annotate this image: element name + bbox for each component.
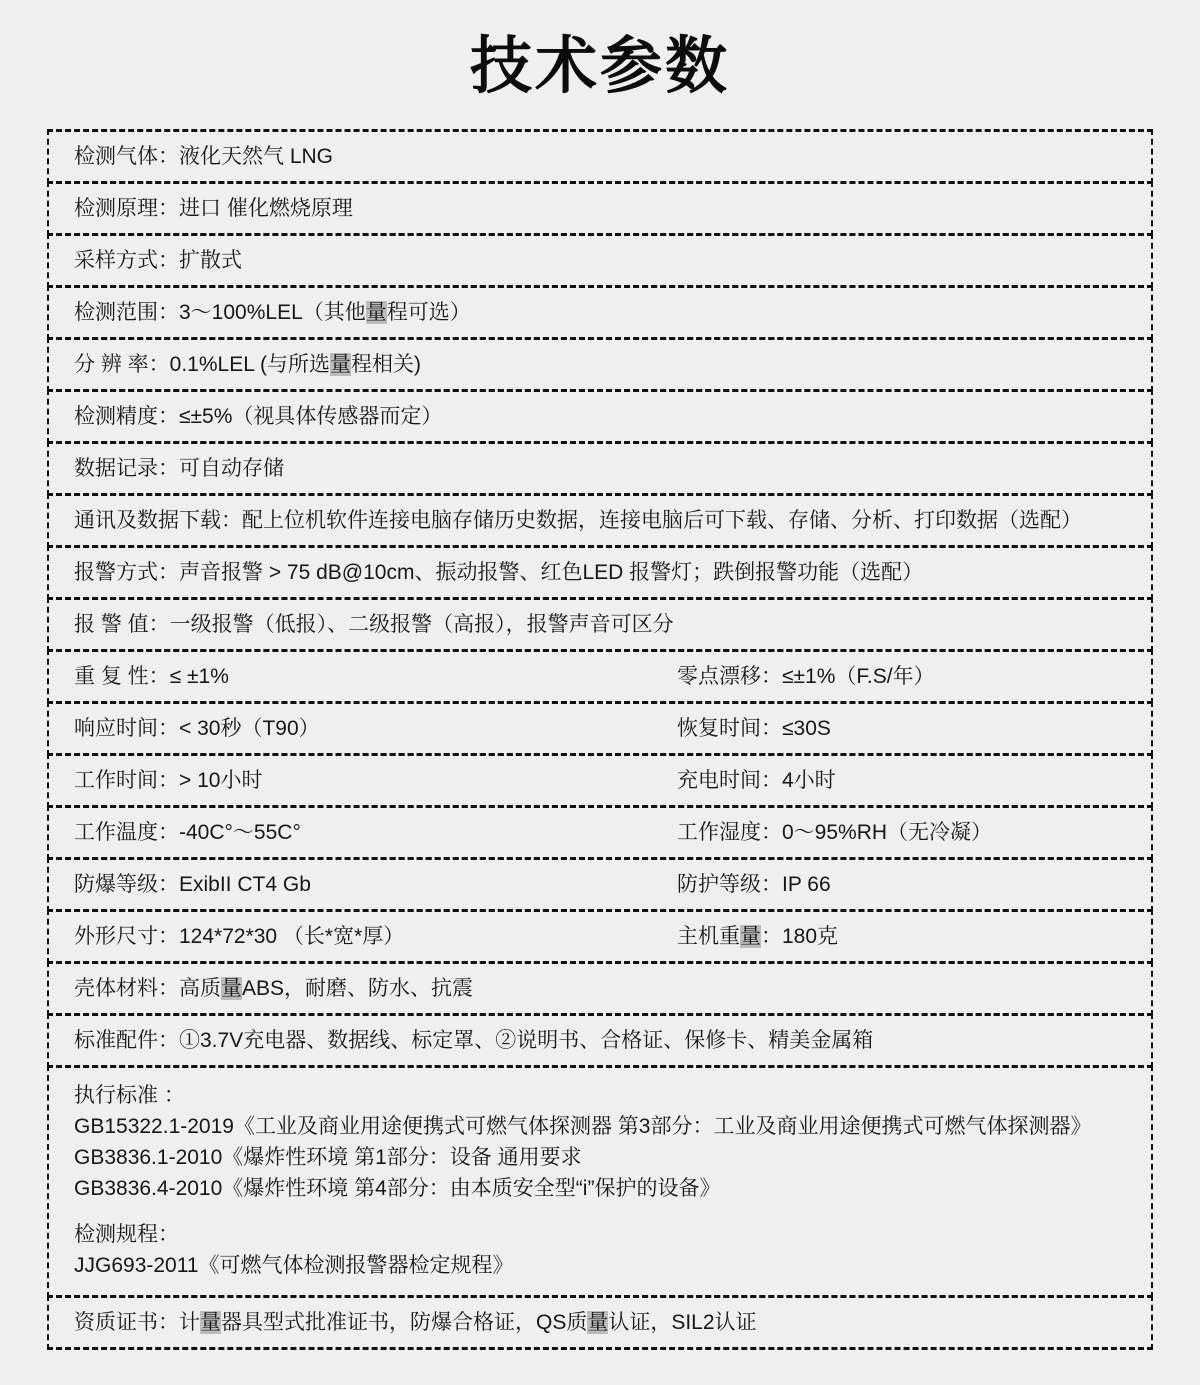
- spec-text: 分 辨 率：0.1%LEL (与所选量程相关): [74, 353, 421, 376]
- spec-text: 检测范围：3～100%LEL（其他量程可选）: [74, 301, 471, 324]
- spec-row-detected-gas: [47, 129, 1153, 184]
- spec-text: 资质证书：计量器具型式批准证书，防爆合格证，QS质量认证，SIL2认证: [74, 1311, 757, 1334]
- spec-sheet: [0, 16, 1200, 1350]
- spec-text: 标准配件：①3.7V充电器、数据线、标定罩、②说明书、合格证、保修卡、精美金属箱: [74, 1029, 874, 1052]
- spec-text: 通讯及数据下载：配上位机软件连接电脑存储历史数据，连接电脑后可下载、存储、分析、打印数据（选配）: [74, 509, 1082, 532]
- spec-row-repeatability-zero-drift: [47, 649, 1153, 704]
- spec-text-left: 工作时间：> 10小时: [74, 769, 263, 792]
- spec-text-right: 恢复时间：≤30S: [677, 717, 831, 740]
- spec-text-left: 重 复 性：≤ ±1%: [74, 665, 229, 688]
- standards-line-blank: [74, 1204, 1126, 1219]
- spec-row-certificates: [47, 1295, 1153, 1350]
- spec-row-detection-range: [47, 285, 1153, 340]
- spec-text-right: 主机重量：180克: [677, 925, 839, 948]
- spec-text: 检测气体：液化天然气 LNG: [74, 145, 334, 168]
- spec-row-explosion-proof-ip: [47, 857, 1153, 912]
- spec-row-housing-material: [47, 961, 1153, 1016]
- spec-table: [47, 129, 1153, 1350]
- standards-line: 执行标准 ：: [74, 1084, 185, 1107]
- spec-text: 报警方式：声音报警 > 75 dB@10cm、振动报警、红色LED 报警灯；跌倒报警功能（选配）: [74, 561, 924, 584]
- spec-text-right: 充电时间：4小时: [677, 769, 836, 792]
- spec-row-communication-download: [47, 493, 1153, 548]
- spec-text: 壳体材料：高质量ABS，耐磨、防水、抗震: [74, 977, 474, 1000]
- spec-text-left: 响应时间：< 30秒（T90）: [74, 717, 320, 740]
- standards-line: GB3836.1-2010《爆炸性环境 第1部分：设备 通用要求: [74, 1146, 582, 1169]
- spec-row-standard-accessories: [47, 1013, 1153, 1068]
- spec-text-left: 外形尺寸：124*72*30 （长*宽*厚）: [74, 925, 405, 948]
- spec-text: 数据记录：可自动存储: [74, 457, 284, 480]
- page-title: 技术参数: [469, 32, 730, 101]
- spec-text: 采样方式：扩散式: [74, 249, 242, 272]
- spec-text-left: 防爆等级：ExibII CT4 Gb: [74, 873, 311, 896]
- spec-text-right: 防护等级：IP 66: [677, 873, 831, 896]
- spec-row-working-charging-time: [47, 753, 1153, 808]
- standards-line: JJG693-2011《可燃气体检测报警器检定规程》: [74, 1254, 514, 1277]
- spec-text: 检测精度：≤±5%（视具体传感器而定）: [74, 405, 443, 428]
- spec-text: 报 警 值：一级报警（低报）、二级报警（高报），报警声音可区分: [74, 613, 674, 636]
- standards-line: GB3836.4-2010《爆炸性环境 第4部分：由本质安全型“i”保护的设备》: [74, 1177, 721, 1200]
- standards-line: GB15322.1-2019《工业及商业用途便携式可燃气体探测器 第3部分：工业及商业用途便携式可燃气体探测器》: [74, 1115, 1092, 1138]
- standards-line: 检测规程：: [74, 1223, 179, 1246]
- spec-row-data-logging: [47, 441, 1153, 496]
- spec-text-right: 零点漂移：≤±1%（F.S/年）: [677, 665, 935, 688]
- spec-row-sampling-method: [47, 233, 1153, 288]
- spec-row-response-recovery-time: [47, 701, 1153, 756]
- spec-row-standards: [47, 1065, 1153, 1298]
- spec-row-alarm-mode: [47, 545, 1153, 600]
- spec-row-dimensions-weight: [47, 909, 1153, 964]
- spec-row-temperature-humidity: [47, 805, 1153, 860]
- spec-row-alarm-values: [47, 597, 1153, 652]
- spec-row-detection-principle: [47, 181, 1153, 236]
- spec-text-left: 工作温度：-40C°～55C°: [74, 821, 301, 844]
- spec-row-accuracy: [47, 389, 1153, 444]
- spec-row-resolution: [47, 337, 1153, 392]
- spec-text: 检测原理：进口 催化燃烧原理: [74, 197, 353, 220]
- spec-text-right: 工作湿度：0～95%RH（无冷凝）: [677, 821, 993, 844]
